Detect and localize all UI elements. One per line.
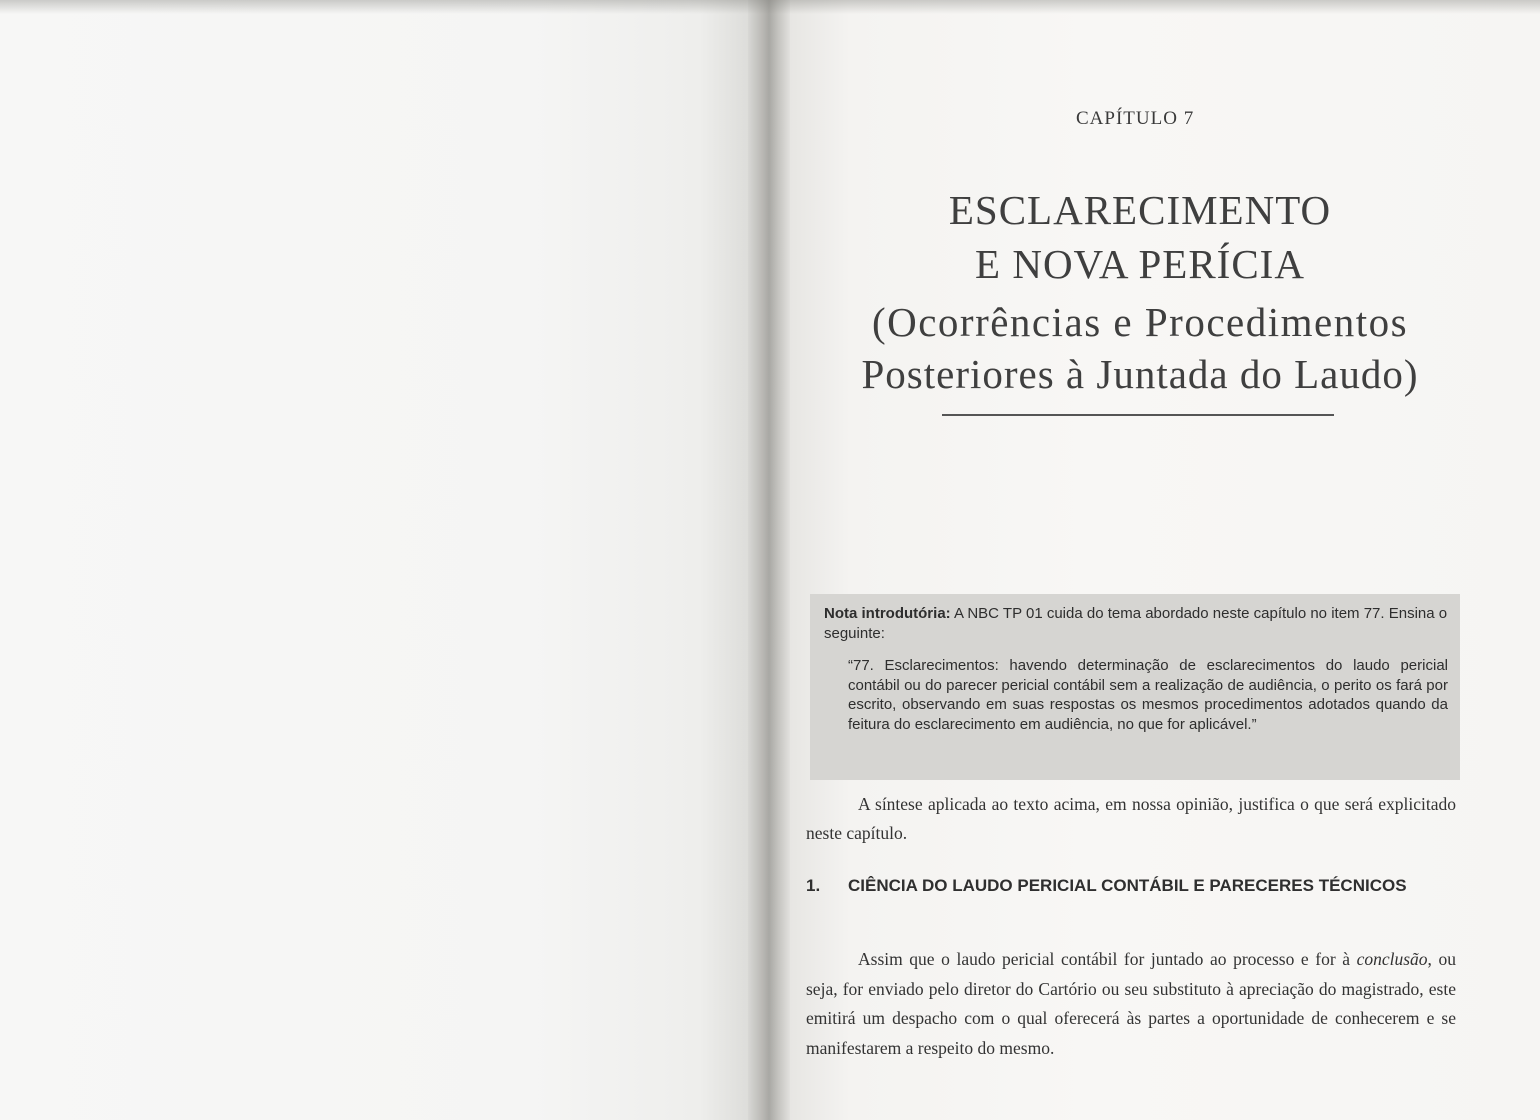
body-paragraph-1 [806, 790, 1456, 848]
section-title: CIÊNCIA DO LAUDO PERICIAL CONTÁBIL E PARECERES TÉCNICOS [848, 876, 1407, 895]
note-heading: Nota introdutória: [824, 605, 951, 622]
paragraph-1-text: A síntese aplicada ao texto acima, em nossa opinião, justifica o que será explicitado neste capítulo. [806, 794, 1456, 843]
paragraph-2-emphasis: conclusão [1356, 949, 1428, 969]
chapter-title-line-1: ESCLARECIMENTO [948, 187, 1332, 233]
top-edge-shadow [0, 0, 1540, 14]
note-intro-text: A NBC TP 01 cuida do tema abordado neste capítulo no item 77. Ensina o seguinte: [824, 605, 1448, 642]
note-intro [824, 604, 1452, 644]
note-quote: “77. Esclarecimentos: havendo determinação de esclarecimentos do laudo pericial contábil ou do parecer pericial contábil sem a realização de audiência, o perito os fará por escrito, observando em suas respostas os mesmos procedimentos adotados quando da feitura do esclarecimento em audiência, no que for aplicável.” [848, 657, 1448, 733]
paragraph-2-before: Assim que o laudo pericial contábil for juntado ao processo e for à [858, 949, 1357, 969]
chapter-title-line-4: Posteriores à Juntada do Laudo) [861, 351, 1419, 397]
introductory-note-box [810, 594, 1460, 780]
chapter-label: CAPÍTULO 7 [1076, 108, 1195, 129]
left-page-blank [0, 0, 760, 1120]
chapter-title-line-2: E NOVA PERÍCIA [975, 241, 1305, 287]
chapter-title-line-3: (Ocorrências e Procedimentos [871, 299, 1409, 345]
section-number: 1. [806, 876, 821, 895]
title-underline [942, 414, 1334, 416]
book-gutter [748, 0, 790, 1120]
body-paragraph-2 [806, 945, 1456, 1063]
paragraph-2-after: , ou seja, for enviado pelo diretor do Cartório ou seu substituto à apreciação do magistrado, este emitirá um despacho com o qual oferecerá às partes a oportunidade de conhecerem e se manifestarem a respeito do mesmo. [806, 949, 1456, 1058]
